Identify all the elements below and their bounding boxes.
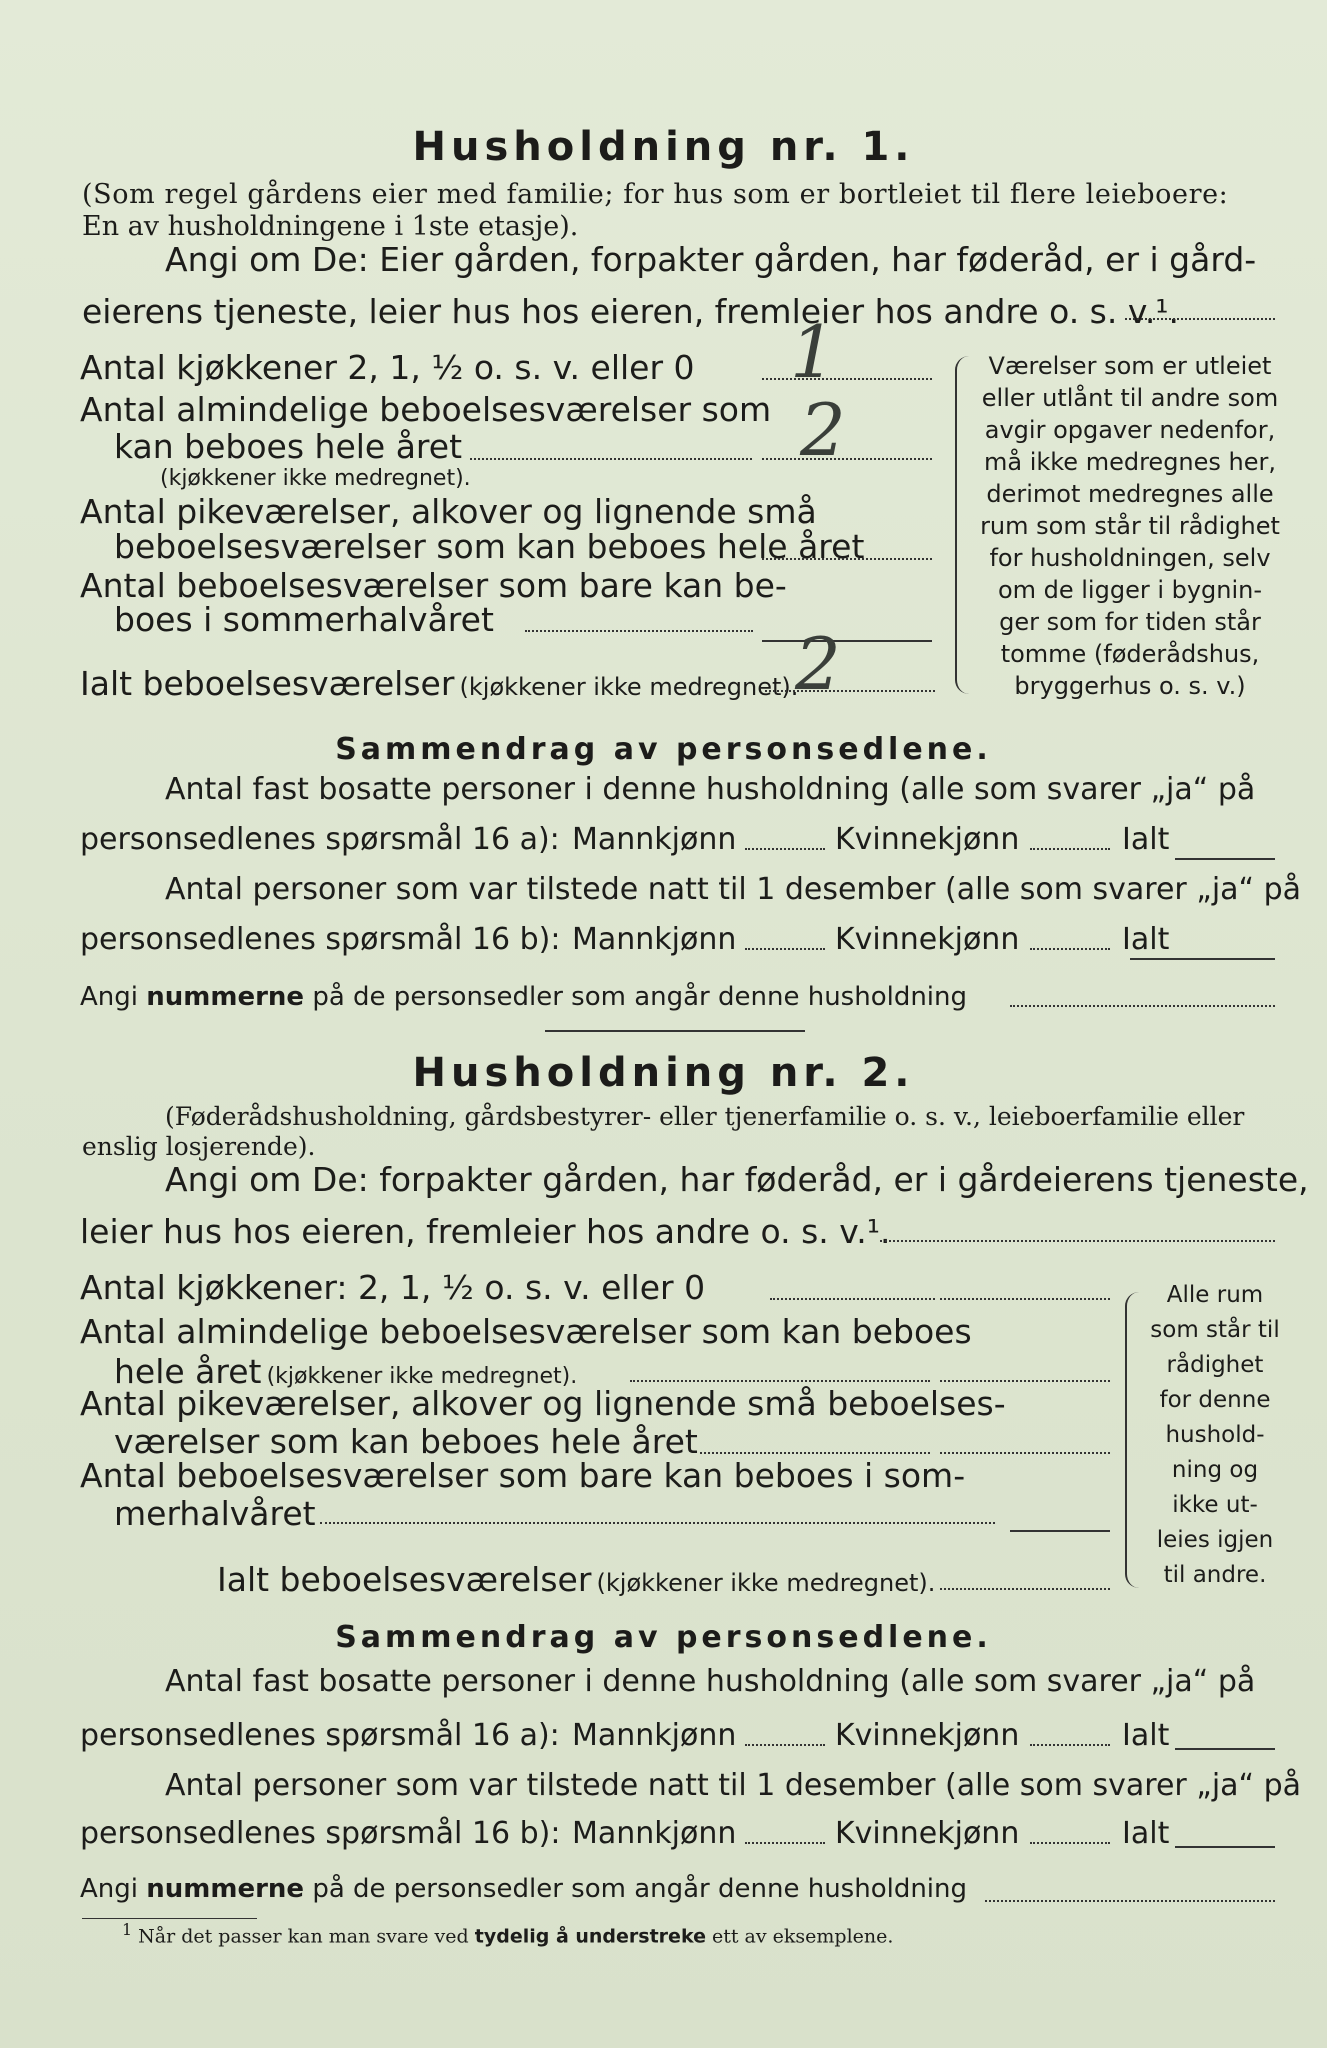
household-2-numbers-line (80, 1874, 967, 1904)
household-2-numbers-bold: nummerne (146, 1874, 305, 1904)
household-1-rooms-label-line2: kan beboes hele året (114, 427, 463, 466)
side-note-line: bryggerhus o. s. v.) (1014, 672, 1246, 700)
household-1-a-total-field[interactable] (1175, 858, 1275, 860)
household-1-b-male-label: Mannkjønn (572, 922, 737, 957)
household-1-numbers-line (80, 982, 967, 1012)
side-note-line: som står til (1150, 1317, 1280, 1343)
household-2-numbers-post: på de personsedler som angår denne husholdning (312, 1874, 968, 1904)
household-1-rooms-leader (470, 458, 752, 460)
footnote-pre: Når det passer kan man svare ved (138, 1925, 469, 1948)
household-1-side-note (975, 350, 1285, 702)
household-1-angi-line1: Angi om De: Eier gården, forpakter gården, har føderåd, er i gård- (165, 240, 1257, 279)
household-2-summer-rooms-line1: Antal beboelsesværelser som bare kan beboes i som- (80, 1456, 966, 1495)
household-2-a-female-field[interactable] (1030, 1744, 1110, 1746)
side-note-line: Alle rum (1166, 1282, 1264, 1308)
section-divider (545, 1030, 805, 1032)
household-1-a-female-field[interactable] (1030, 848, 1110, 850)
household-2-total-field[interactable] (940, 1588, 1110, 1590)
household-1-maid-rooms-line1: Antal pikeværelser, alkover og lignende små (80, 492, 817, 531)
household-1-maid-rooms-field[interactable] (762, 558, 932, 560)
household-1-numbers-pre: Angi (80, 982, 138, 1012)
household-2-b-total-field[interactable] (1175, 1846, 1275, 1848)
household-2-a-total-label: Ialt (1122, 1718, 1170, 1753)
household-1-summer-rooms-line2: boes i sommerhalvåret (114, 600, 494, 639)
household-1-numbers-post: på de personsedler som angår denne husholdning (312, 982, 968, 1012)
household-1-a-male-field[interactable] (745, 848, 825, 850)
side-note-line: for denne (1159, 1387, 1271, 1413)
household-2-note-line2: enslig losjerende). (82, 1132, 316, 1161)
household-2-rooms-line2a: hele året (114, 1352, 262, 1391)
household-2-summer-rooms-field[interactable] (1010, 1530, 1110, 1532)
household-1-title: Husholdning nr. 1. (412, 124, 915, 170)
household-2-a-male-field[interactable] (745, 1744, 825, 1746)
footnote (122, 1920, 893, 1947)
side-note-line: Værelser som er utleiet (988, 352, 1272, 380)
household-1-b-female-field[interactable] (1030, 948, 1110, 950)
household-2-note-line1: (Føderådshusholdning, gårdsbestyrer- eller tjenerfamilie o. s. v., leieboerfamilie eller (165, 1102, 1245, 1131)
footnote-rule (82, 1918, 257, 1919)
footnote-bold: tydelig å understreke (474, 1925, 706, 1948)
household-2-maid-rooms-line2: værelser som kan beboes hele året (114, 1422, 698, 1461)
household-1-b-total-label: Ialt (1122, 922, 1170, 957)
household-2-kitchens-leader (770, 1298, 935, 1300)
household-2-summary-title: Sammendrag av personsedlene. (335, 1620, 992, 1655)
household-1-summary-title: Sammendrag av personsedlene. (335, 732, 992, 767)
footnote-post: ett av eksemplene. (712, 1925, 894, 1948)
household-2-summer-rooms-line2: merhalvåret (114, 1494, 316, 1533)
household-2-summary-b-line1: Antal personer som var tilstede natt til 1 desember (alle som svarer „ja“ på (165, 1768, 1302, 1803)
side-note-line: rum som står til rådighet (980, 512, 1280, 540)
household-1-numbers-bold: nummerne (146, 982, 305, 1012)
side-note-line: må ikke medregnes her, (983, 448, 1277, 476)
side-note-line: ikke ut- (1172, 1492, 1258, 1518)
household-1-b-total-field[interactable] (1130, 958, 1275, 960)
household-1-a-female-label: Kvinnekjønn (835, 822, 1020, 857)
household-2-rooms-line1: Antal almindelige beboelsesværelser som kan beboes (80, 1312, 972, 1351)
household-1-side-bracket (955, 356, 969, 694)
household-1-note-line2: En av husholdningene i 1ste etasje). (82, 211, 579, 242)
household-2-b-female-field[interactable] (1030, 1842, 1110, 1844)
side-note-line: ning og (1171, 1457, 1259, 1483)
footnote-marker: 1 (122, 1920, 133, 1939)
household-1-total-note: (kjøkkener ikke medregnet). (459, 673, 799, 701)
side-note-line: til andre. (1163, 1562, 1267, 1588)
side-note-line: ger som for tiden står (999, 608, 1261, 636)
household-1-summer-rooms-line1: Antal beboelsesværelser som bare kan be- (80, 566, 787, 605)
side-note-line: leies igjen (1156, 1527, 1274, 1553)
household-2-kitchens-label: Antal kjøkkener: 2, 1, ½ o. s. v. eller 0 (80, 1268, 706, 1307)
household-2-numbers-pre: Angi (80, 1874, 138, 1904)
household-1-summary-b-line1: Antal personer som var tilstede natt til 1 desember (alle som svarer „ja“ på (165, 872, 1302, 907)
household-2-a-total-field[interactable] (1175, 1748, 1275, 1750)
household-2-rooms-line2b: (kjøkkener ikke medregnet). (266, 1364, 578, 1389)
household-1-rooms-field[interactable] (762, 458, 932, 460)
household-2-title: Husholdning nr. 2. (412, 1050, 915, 1096)
household-1-kitchens-field[interactable] (762, 378, 932, 380)
household-1-total-label: Ialt beboelsesværelser (80, 664, 455, 703)
household-1-rooms-note: (kjøkkener ikke medregnet). (160, 466, 471, 491)
household-2-angi-line1: Angi om De: forpakter gården, har føderåd, er i gårdeierens tjeneste, (165, 1160, 1309, 1199)
household-1-total-field[interactable] (765, 690, 935, 692)
household-2-summary-a-line2: personsedlenes spørsmål 16 a): (80, 1718, 560, 1753)
household-1-maid-rooms-line2: beboelsesværelser som kan beboes hele året (114, 527, 865, 566)
household-1-angi-line2: eierens tjeneste, leier hus hos eieren, fremleier hos andre o. s. v.¹. (82, 292, 1180, 331)
side-note-line: rådighet (1166, 1352, 1264, 1378)
household-1-angi-answer-field[interactable] (1125, 318, 1275, 320)
side-note-line: tomme (føderådshus, (1000, 640, 1260, 668)
side-note-line: om de ligger i bygnin- (997, 576, 1263, 604)
household-2-angi-answer-field[interactable] (880, 1240, 1275, 1242)
household-2-maid-rooms-line1: Antal pikeværelser, alkover og lignende små beboelses- (80, 1384, 1006, 1423)
household-2-b-female-label: Kvinnekjønn (835, 1816, 1020, 1851)
household-1-rooms-label-line1: Antal almindelige beboelsesværelser som (80, 390, 772, 429)
household-1-kitchens-label: Antal kjøkkener 2, 1, ½ o. s. v. eller 0 (80, 348, 695, 387)
household-2-a-female-label: Kvinnekjønn (835, 1718, 1020, 1753)
household-1-rooms-value: 2 (800, 388, 846, 472)
household-1-a-total-label: Ialt (1122, 822, 1170, 857)
household-1-summary-b-line2: personsedlenes spørsmål 16 b): (80, 922, 561, 957)
household-2-rooms-field[interactable] (940, 1380, 1110, 1382)
household-1-total-value: 2 (795, 622, 841, 706)
household-2-b-male-field[interactable] (745, 1842, 825, 1844)
household-2-summer-rooms-leader (320, 1522, 995, 1524)
household-1-summer-rooms-leader (525, 630, 753, 632)
household-2-rooms-leader (630, 1380, 930, 1382)
household-1-a-male-label: Mannkjønn (572, 822, 737, 857)
household-1-summary-a-line1: Antal fast bosatte personer i denne husholdning (alle som svarer „ja“ på (165, 772, 1256, 807)
household-2-b-male-label: Mannkjønn (572, 1816, 737, 1851)
side-note-line: derimot medregnes alle (986, 480, 1274, 508)
household-2-angi-line2: leier hus hos eieren, fremleier hos andre o. s. v.¹. (80, 1212, 891, 1251)
household-2-summary-a-line1: Antal fast bosatte personer i denne husholdning (alle som svarer „ja“ på (165, 1664, 1256, 1699)
household-2-side-note (1135, 1278, 1295, 1593)
household-1-numbers-field[interactable] (1010, 1005, 1275, 1007)
side-note-line: for husholdningen, selv (989, 544, 1271, 572)
household-2-a-male-label: Mannkjønn (572, 1718, 737, 1753)
household-1-kitchens-value: 1 (790, 310, 836, 394)
household-2-maid-rooms-leader (700, 1452, 930, 1454)
side-note-line: eller utlånt til andre som (981, 384, 1279, 412)
household-2-summary-b-line2: personsedlenes spørsmål 16 b): (80, 1816, 561, 1851)
household-2-kitchens-field[interactable] (940, 1298, 1110, 1300)
household-2-total-label: Ialt beboelsesværelser (217, 1560, 592, 1599)
household-1-note-line1: (Som regel gårdens eier med familie; for hus som er bortleiet til flere leieboere: (82, 179, 1229, 210)
household-1-b-male-field[interactable] (745, 948, 825, 950)
household-2-b-total-label: Ialt (1122, 1816, 1170, 1851)
household-2-total-note: (kjøkkener ikke medregnet). (596, 1569, 936, 1597)
side-note-line: avgir opgaver nedenfor, (984, 416, 1276, 444)
household-2-maid-rooms-field[interactable] (940, 1452, 1110, 1454)
household-2-numbers-field[interactable] (985, 1900, 1275, 1902)
side-note-line: hushold- (1165, 1422, 1265, 1448)
household-1-summer-rooms-field[interactable] (762, 640, 932, 642)
household-1-summary-a-line2: personsedlenes spørsmål 16 a): (80, 822, 560, 857)
household-1-b-female-label: Kvinnekjønn (835, 922, 1020, 957)
